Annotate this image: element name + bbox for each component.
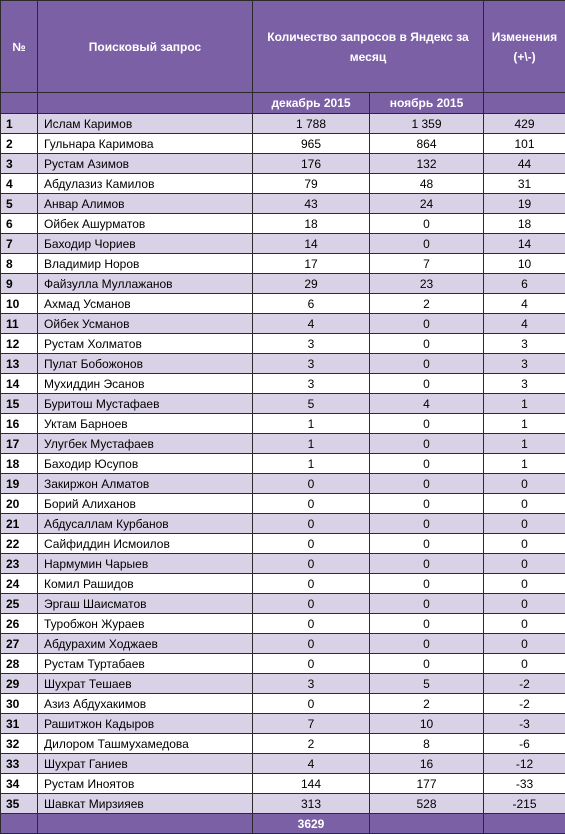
row-nov: 0	[370, 414, 484, 434]
table-row	[1, 694, 565, 714]
row-number: 9	[1, 274, 38, 294]
row-number: 24	[1, 574, 38, 594]
row-change: 18	[484, 214, 565, 234]
row-query: Ислам Каримов	[38, 114, 253, 134]
row-dec: 18	[253, 214, 370, 234]
row-query: Шавкат Мирзияев	[38, 794, 253, 814]
row-nov: 0	[370, 334, 484, 354]
row-dec: 5	[253, 394, 370, 414]
table-row	[1, 134, 565, 154]
table-row	[1, 294, 565, 314]
row-query: Шухрат Тешаев	[38, 674, 253, 694]
row-change: 0	[484, 574, 565, 594]
row-change: 0	[484, 594, 565, 614]
table-row	[1, 614, 565, 634]
row-dec: 14	[253, 234, 370, 254]
subheader-dec: декабрь 2015	[253, 93, 370, 114]
row-query: Абдурахим Ходжаев	[38, 634, 253, 654]
row-number: 15	[1, 394, 38, 414]
row-query: Рашитжон Кадыров	[38, 714, 253, 734]
row-query: Азиз Абдухакимов	[38, 694, 253, 714]
table-row	[1, 254, 565, 274]
row-nov: 528	[370, 794, 484, 814]
row-number: 33	[1, 754, 38, 774]
table-row	[1, 434, 565, 454]
header-query: Поисковый запрос	[38, 1, 253, 93]
row-number: 31	[1, 714, 38, 734]
subheader-empty-query	[38, 93, 253, 114]
table-row	[1, 334, 565, 354]
row-dec: 0	[253, 654, 370, 674]
table-row	[1, 394, 565, 414]
row-query: Мухиддин Эсанов	[38, 374, 253, 394]
row-nov: 0	[370, 534, 484, 554]
row-dec: 1 788	[253, 114, 370, 134]
row-dec: 0	[253, 514, 370, 534]
row-nov: 7	[370, 254, 484, 274]
table-row	[1, 594, 565, 614]
row-change: 0	[484, 634, 565, 654]
row-dec: 0	[253, 574, 370, 594]
row-nov: 0	[370, 654, 484, 674]
table-row	[1, 114, 565, 134]
row-query: Комил Рашидов	[38, 574, 253, 594]
row-change: 1	[484, 414, 565, 434]
row-dec: 965	[253, 134, 370, 154]
row-change: -2	[484, 674, 565, 694]
row-number: 1	[1, 114, 38, 134]
subheader-empty-num	[1, 93, 38, 114]
table-row	[1, 214, 565, 234]
footer-empty-num	[1, 814, 38, 834]
row-query: Ахмад Усманов	[38, 294, 253, 314]
row-nov: 0	[370, 514, 484, 534]
row-number: 11	[1, 314, 38, 334]
table-row	[1, 174, 565, 194]
row-dec: 144	[253, 774, 370, 794]
table-row	[1, 774, 565, 794]
row-query: Ойбек Ашурматов	[38, 214, 253, 234]
row-change: 101	[484, 134, 565, 154]
row-query: Нармумин Чарыев	[38, 554, 253, 574]
row-change: 0	[484, 494, 565, 514]
row-nov: 23	[370, 274, 484, 294]
row-number: 30	[1, 694, 38, 714]
row-query: Баходир Чориев	[38, 234, 253, 254]
row-nov: 4	[370, 394, 484, 414]
row-dec: 0	[253, 634, 370, 654]
row-query: Уктам Барноев	[38, 414, 253, 434]
row-nov: 16	[370, 754, 484, 774]
row-dec: 1	[253, 434, 370, 454]
row-number: 34	[1, 774, 38, 794]
row-nov: 8	[370, 734, 484, 754]
row-dec: 0	[253, 694, 370, 714]
footer-total-dec: 3629	[253, 814, 370, 834]
row-query: Рустам Азимов	[38, 154, 253, 174]
row-number: 6	[1, 214, 38, 234]
row-query: Рустам Иноятов	[38, 774, 253, 794]
row-nov: 24	[370, 194, 484, 214]
row-dec: 0	[253, 474, 370, 494]
row-query: Шухрат Ганиев	[38, 754, 253, 774]
row-query: Буритош Мустафаев	[38, 394, 253, 414]
row-number: 4	[1, 174, 38, 194]
row-query: Пулат Бобожонов	[38, 354, 253, 374]
row-nov: 132	[370, 154, 484, 174]
table-body	[1, 114, 565, 814]
row-number: 22	[1, 534, 38, 554]
row-dec: 17	[253, 254, 370, 274]
table-row	[1, 574, 565, 594]
table-row	[1, 794, 565, 814]
table-row	[1, 194, 565, 214]
row-query: Гульнара Каримова	[38, 134, 253, 154]
row-query: Ойбек Усманов	[38, 314, 253, 334]
row-change: 44	[484, 154, 565, 174]
header-count: Количество запросов в Яндекс за месяц	[253, 1, 484, 93]
row-number: 12	[1, 334, 38, 354]
row-change: 4	[484, 314, 565, 334]
row-dec: 4	[253, 754, 370, 774]
row-dec: 0	[253, 594, 370, 614]
row-query: Закиржон Алматов	[38, 474, 253, 494]
row-query: Сайфиддин Исмоилов	[38, 534, 253, 554]
row-number: 5	[1, 194, 38, 214]
row-query: Эргаш Шаисматов	[38, 594, 253, 614]
row-number: 10	[1, 294, 38, 314]
row-number: 29	[1, 674, 38, 694]
row-query: Рустам Холматов	[38, 334, 253, 354]
row-change: -215	[484, 794, 565, 814]
row-dec: 7	[253, 714, 370, 734]
row-nov: 864	[370, 134, 484, 154]
row-dec: 43	[253, 194, 370, 214]
row-change: 0	[484, 534, 565, 554]
row-query: Туробжон Жураев	[38, 614, 253, 634]
table-row	[1, 654, 565, 674]
row-number: 19	[1, 474, 38, 494]
row-nov: 10	[370, 714, 484, 734]
row-nov: 48	[370, 174, 484, 194]
row-number: 20	[1, 494, 38, 514]
row-dec: 313	[253, 794, 370, 814]
row-nov: 177	[370, 774, 484, 794]
row-nov: 0	[370, 554, 484, 574]
row-dec: 2	[253, 734, 370, 754]
row-dec: 29	[253, 274, 370, 294]
row-number: 25	[1, 594, 38, 614]
table-row	[1, 554, 565, 574]
table-row	[1, 534, 565, 554]
row-change: 0	[484, 654, 565, 674]
row-number: 7	[1, 234, 38, 254]
row-nov: 0	[370, 434, 484, 454]
row-query: Борий Алиханов	[38, 494, 253, 514]
table-row	[1, 354, 565, 374]
row-number: 26	[1, 614, 38, 634]
row-dec: 0	[253, 614, 370, 634]
row-number: 27	[1, 634, 38, 654]
header-change: Изменения (+\-)	[484, 1, 565, 93]
row-change: 3	[484, 334, 565, 354]
table-row	[1, 234, 565, 254]
row-change: -12	[484, 754, 565, 774]
row-dec: 0	[253, 534, 370, 554]
row-query: Файзулла Муллажанов	[38, 274, 253, 294]
row-change: 4	[484, 294, 565, 314]
row-change: 0	[484, 514, 565, 534]
row-nov: 2	[370, 294, 484, 314]
row-query: Баходир Юсупов	[38, 454, 253, 474]
row-query: Абдулазиз Камилов	[38, 174, 253, 194]
row-change: 1	[484, 454, 565, 474]
row-change: 19	[484, 194, 565, 214]
row-change: 0	[484, 474, 565, 494]
row-nov: 0	[370, 574, 484, 594]
row-number: 2	[1, 134, 38, 154]
row-number: 21	[1, 514, 38, 534]
row-query: Рустам Туртабаев	[38, 654, 253, 674]
row-query: Абдусаллам Курбанов	[38, 514, 253, 534]
row-nov: 2	[370, 694, 484, 714]
row-nov: 0	[370, 594, 484, 614]
row-number: 35	[1, 794, 38, 814]
row-change: -33	[484, 774, 565, 794]
row-dec: 1	[253, 454, 370, 474]
subheader-nov: ноябрь 2015	[370, 93, 484, 114]
row-number: 3	[1, 154, 38, 174]
row-nov: 0	[370, 614, 484, 634]
table-row	[1, 634, 565, 654]
row-change: 31	[484, 174, 565, 194]
row-number: 23	[1, 554, 38, 574]
table-row	[1, 714, 565, 734]
row-number: 13	[1, 354, 38, 374]
row-nov: 0	[370, 474, 484, 494]
table-row	[1, 414, 565, 434]
footer-empty-nov	[370, 814, 484, 834]
row-number: 16	[1, 414, 38, 434]
table-row	[1, 734, 565, 754]
row-nov: 0	[370, 314, 484, 334]
row-nov: 0	[370, 234, 484, 254]
row-number: 18	[1, 454, 38, 474]
table-row	[1, 474, 565, 494]
row-dec: 4	[253, 314, 370, 334]
row-change: 3	[484, 354, 565, 374]
row-change: 429	[484, 114, 565, 134]
row-change: 3	[484, 374, 565, 394]
row-dec: 3	[253, 674, 370, 694]
row-change: -6	[484, 734, 565, 754]
row-dec: 3	[253, 374, 370, 394]
table-row	[1, 514, 565, 534]
row-change: -2	[484, 694, 565, 714]
row-dec: 6	[253, 294, 370, 314]
table-row	[1, 274, 565, 294]
row-query: Дилором Ташмухамедова	[38, 734, 253, 754]
table-row	[1, 374, 565, 394]
table-row	[1, 494, 565, 514]
row-dec: 0	[253, 494, 370, 514]
row-change: 0	[484, 554, 565, 574]
row-number: 28	[1, 654, 38, 674]
row-nov: 0	[370, 634, 484, 654]
row-change: 10	[484, 254, 565, 274]
header-num: №	[1, 1, 38, 93]
footer-empty-change	[484, 814, 565, 834]
row-dec: 79	[253, 174, 370, 194]
row-query: Анвар Алимов	[38, 194, 253, 214]
table-row	[1, 754, 565, 774]
row-dec: 176	[253, 154, 370, 174]
row-change: 1	[484, 394, 565, 414]
row-nov: 5	[370, 674, 484, 694]
table-row	[1, 314, 565, 334]
row-number: 32	[1, 734, 38, 754]
row-query: Улугбек Мустафаев	[38, 434, 253, 454]
row-nov: 0	[370, 214, 484, 234]
table-row	[1, 154, 565, 174]
row-nov: 0	[370, 454, 484, 474]
row-dec: 1	[253, 414, 370, 434]
row-nov: 0	[370, 494, 484, 514]
row-change: -3	[484, 714, 565, 734]
row-number: 8	[1, 254, 38, 274]
table-row	[1, 674, 565, 694]
row-change: 1	[484, 434, 565, 454]
row-change: 14	[484, 234, 565, 254]
row-dec: 3	[253, 334, 370, 354]
row-nov: 0	[370, 374, 484, 394]
row-nov: 1 359	[370, 114, 484, 134]
row-number: 17	[1, 434, 38, 454]
table-row	[1, 454, 565, 474]
row-query: Владимир Норов	[38, 254, 253, 274]
subheader-empty-change	[484, 93, 565, 114]
row-dec: 0	[253, 554, 370, 574]
footer-empty-query	[38, 814, 253, 834]
row-dec: 3	[253, 354, 370, 374]
row-change: 6	[484, 274, 565, 294]
row-change: 0	[484, 614, 565, 634]
row-number: 14	[1, 374, 38, 394]
row-nov: 0	[370, 354, 484, 374]
